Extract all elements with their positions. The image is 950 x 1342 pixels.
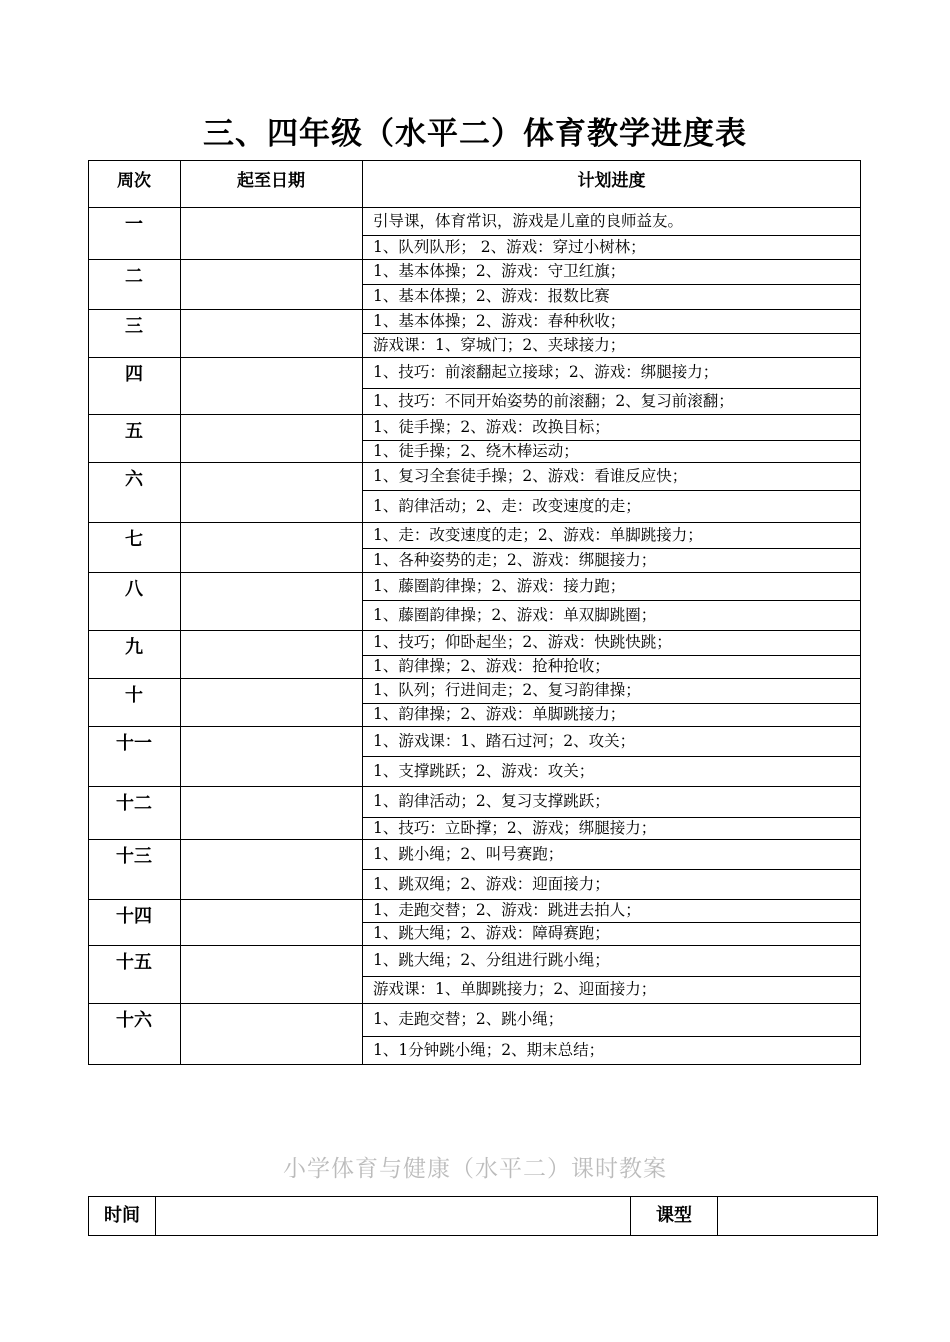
week-label: 十四: [116, 906, 152, 927]
week-label: 一: [125, 214, 143, 235]
plan-line: 1、技巧；仰卧起坐；2、游戏：快跳快跳；: [373, 633, 672, 651]
plan-line: 1、走跑交替；2、跳小绳；: [373, 1010, 564, 1028]
week-label: 五: [125, 421, 143, 442]
date-cell[interactable]: [181, 415, 361, 461]
date-cell[interactable]: [181, 573, 361, 629]
type-value-cell[interactable]: [718, 1197, 877, 1235]
plan-line: 1、技巧：立卧撑；2、游戏；绑腿接力；: [373, 819, 657, 837]
plan-line: 1、支撑跳跃；2、游戏：攻关；: [373, 762, 595, 780]
plan-line: 1、走：改变速度的走；2、游戏：单脚跳接力；: [373, 526, 703, 544]
date-cell[interactable]: [181, 679, 361, 725]
date-cell[interactable]: [181, 208, 361, 258]
date-cell[interactable]: [181, 1004, 361, 1063]
table-border-left: [88, 160, 89, 1064]
plan-line: 1、基本体操；2、游戏：春种秋收；: [373, 312, 626, 330]
plan-line: 1、1分钟跳小绳；2、期末总结；: [373, 1041, 605, 1059]
header-plan: 计划进度: [577, 171, 646, 191]
plan-line: 1、跳大绳；2、游戏：障碍赛跑；: [373, 924, 610, 942]
week-label: 二: [125, 266, 143, 287]
week-label: 七: [125, 529, 143, 550]
date-cell[interactable]: [181, 463, 361, 521]
plan-line: 引导课，体育常识，游戏是儿童的良师益友。: [373, 212, 684, 230]
date-cell[interactable]: [181, 787, 361, 838]
plan-line: 1、藤圈韵律操；2、游戏：接力跑；: [373, 577, 626, 595]
plan-line: 1、队列；行进间走；2、复习韵律操；: [373, 681, 641, 699]
date-cell[interactable]: [181, 358, 361, 413]
schedule-table: [88, 160, 861, 1064]
plan-line: 1、跳大绳；2、分组进行跳小绳；: [373, 951, 610, 969]
plan-line: 1、徒手操；2、游戏：改换目标；: [373, 418, 610, 436]
plan-line: 1、复习全套徒手操；2、游戏：看谁反应快；: [373, 467, 688, 485]
table-column-divider: [362, 160, 363, 1064]
plan-line: 1、跳小绳；2、叫号赛跑；: [373, 845, 564, 863]
lesson-plan-title: 小学体育与健康（水平二）课时教案: [283, 1156, 667, 1182]
plan-line: 游戏课：1、单脚跳接力；2、迎面接力；: [373, 980, 657, 998]
plan-line: 1、徒手操；2、绕木棒运动；: [373, 442, 579, 460]
week-label: 三: [125, 316, 143, 337]
week-label: 十六: [116, 1010, 152, 1031]
date-cell[interactable]: [181, 900, 361, 944]
type-label: 课型: [656, 1205, 692, 1226]
plan-line: 1、技巧：前滚翻起立接球；2、游戏：绑腿接力；: [373, 363, 719, 381]
week-label: 十三: [116, 846, 152, 867]
plan-line: 1、队列队形； 2、游戏：穿过小树林；: [373, 238, 646, 256]
table-row-divider: [88, 1064, 861, 1065]
date-cell[interactable]: [181, 631, 361, 677]
plan-line: 1、各种姿势的走；2、游戏：绑腿接力；: [373, 551, 657, 569]
header-week: 周次: [117, 171, 151, 191]
plan-line: 1、跳双绳；2、游戏：迎面接力；: [373, 875, 610, 893]
page-title: 三、四年级（水平二）体育教学进度表: [203, 116, 747, 152]
week-label: 十二: [116, 793, 152, 814]
date-cell[interactable]: [181, 260, 361, 308]
time-value-cell[interactable]: [156, 1197, 630, 1235]
plan-line: 1、韵律活动；2、走：改变速度的走；: [373, 497, 641, 515]
time-label: 时间: [104, 1205, 140, 1226]
header-dates: 起至日期: [237, 171, 305, 191]
plan-line: 1、基本体操；2、游戏：报数比赛: [373, 287, 610, 305]
plan-line: 1、基本体操；2、游戏：守卫红旗；: [373, 262, 626, 280]
date-cell[interactable]: [181, 727, 361, 785]
week-label: 四: [125, 364, 143, 385]
table-row-divider: [88, 160, 861, 161]
plan-line: 1、藤圈韵律操；2、游戏：单双脚跳圈；: [373, 606, 657, 624]
week-label: 六: [125, 469, 143, 490]
week-label: 九: [125, 637, 143, 658]
plan-line: 1、走跑交替；2、游戏：跳进去拍人；: [373, 901, 641, 919]
week-label: 十: [125, 685, 143, 706]
lesson-plan-table: [88, 1196, 878, 1236]
date-cell[interactable]: [181, 523, 361, 571]
week-label: 十五: [116, 952, 152, 973]
date-cell[interactable]: [181, 310, 361, 356]
date-cell[interactable]: [181, 840, 361, 898]
plan-line: 1、游戏课：1、踏石过河；2、攻关；: [373, 732, 636, 750]
plan-line: 1、韵律活动；2、复习支撑跳跃；: [373, 792, 610, 810]
plan-line: 1、韵律操；2、游戏：抢种抢收；: [373, 657, 610, 675]
plan-line: 1、技巧：不同开始姿势的前滚翻；2、复习前滚翻；: [373, 392, 734, 410]
date-cell[interactable]: [181, 946, 361, 1002]
table-border-right: [860, 160, 861, 1064]
week-label: 十一: [116, 733, 152, 754]
plan-line: 游戏课：1、穿城门；2、夹球接力；: [373, 336, 626, 354]
week-label: 八: [125, 579, 143, 600]
plan-line: 1、韵律操；2、游戏：单脚跳接力；: [373, 705, 626, 723]
